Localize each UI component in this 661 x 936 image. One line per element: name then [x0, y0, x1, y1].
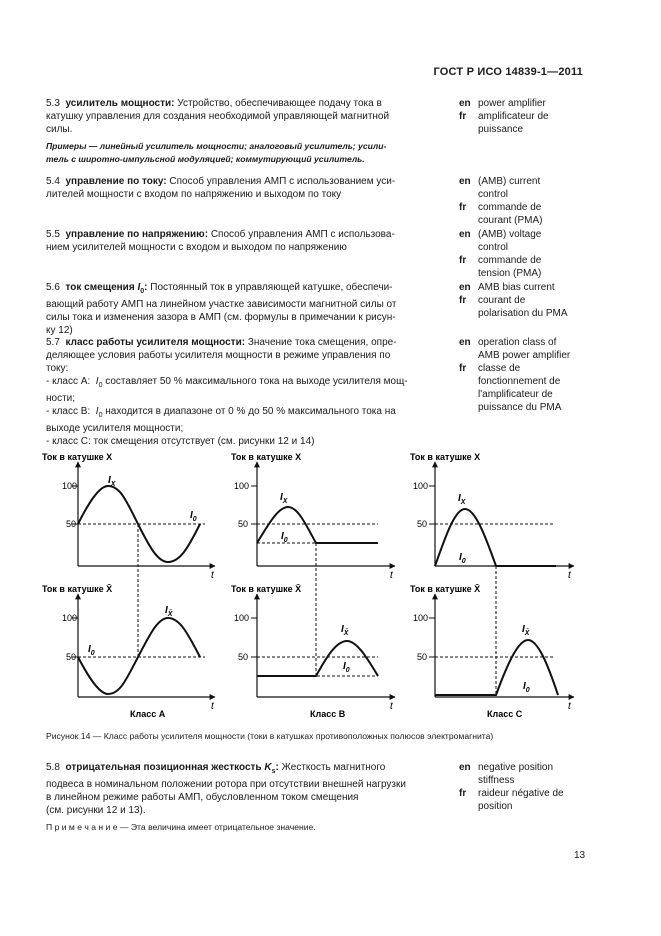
lang-fr: fr: [459, 788, 467, 799]
translation-fr: commande de: [478, 202, 542, 213]
document-id: ГОСТ Р ИСО 14839-1—2011: [433, 66, 583, 78]
lang-en: en: [459, 282, 471, 293]
definition-text: ку 12): [46, 325, 73, 336]
lang-fr: fr: [459, 255, 467, 266]
translation-fr: tension (PMA): [478, 268, 542, 279]
translation-fr: courant de: [478, 295, 526, 306]
definition-text: Значение тока смещения, опре-: [247, 337, 397, 348]
lang-fr: fr: [459, 363, 467, 374]
translation-en: stiffness: [478, 775, 515, 786]
translations-5-8: [459, 761, 599, 813]
symbol-subscript: s: [271, 768, 276, 775]
class-b-top-plot: [231, 452, 395, 581]
page-number: 13: [574, 850, 586, 861]
examples: [46, 140, 448, 166]
tick-50: 50: [238, 652, 249, 662]
term: усилитель мощности:: [65, 98, 175, 109]
translation-en: (AMB) voltage: [478, 229, 542, 240]
definition-text: силы тока и изменения зазора в АМП (см. формулы в примечании к рисун-: [46, 312, 396, 323]
t-label: t: [211, 570, 214, 581]
t-label: t: [568, 701, 571, 712]
current-curve: [257, 641, 378, 676]
lang-en: en: [459, 176, 471, 187]
section-number: 5.3: [46, 98, 60, 109]
y-axis-label: Ток в катушке X: [42, 452, 113, 462]
translation-fr: polarisation du PMA: [478, 308, 568, 319]
definition-text: лителей мощности с входом по напряжению и выходом по току: [46, 189, 342, 200]
t-label: t: [390, 570, 393, 581]
note: П р и м е ч а н и е — Эта величина имеет отрицательное значение.: [46, 822, 316, 832]
class-b-text: выходе усилителя мощности;: [46, 423, 184, 434]
section-5-5: [46, 228, 448, 254]
i0-label: $I_0$: [523, 681, 530, 694]
tick-100: 100: [413, 613, 429, 623]
class-c-top-plot: [410, 452, 574, 581]
ixbar-label: $I_{X̄}$: [522, 624, 530, 637]
t-label: t: [390, 701, 393, 712]
figure-caption: Рисунок 14 — Класс работы усилителя мощности (токи в катушках противоположных полюсов электромагнита): [46, 731, 494, 741]
ix-label: $I_X$: [108, 475, 116, 488]
i0-label: $I_0$: [343, 661, 350, 674]
section-number: 5.4: [46, 176, 60, 187]
translation-en: negative position: [478, 762, 554, 773]
y-axis-label: Ток в катушке X: [410, 452, 481, 462]
section-5-8: 5.8 отрицательная позиционная жесткость $K_s$: Жесткость магнитного подвеса в номинальном положении ротора при отсутствии внешней нагрузки в линейном режиме работы АМП, обусловленном током смещения (см. рисунки 12 и 13).: [46, 761, 448, 817]
lang-en: en: [459, 98, 471, 109]
translation-en: operation class of: [478, 337, 557, 348]
definition-text: (см. рисунки 12 и 13).: [46, 805, 146, 816]
section-5-6: 5.6 ток смещения $I_0$: Постоянный ток в управляющей катушке, обеспечи- вающий работу АМП на линейном участке зависимости магнитной силы от силы тока и изменения зазора в АМП (см. формулы в примечании к рисун- ку 12): [46, 281, 448, 337]
term: ток смещения: [65, 282, 135, 293]
section-5-7: 5.7 класс работы усилителя мощности: Значение тока смещения, опре- деляющее условия работы усилителя мощности в режиме управления по току: - класс А: $I_0$ составляет 50 % максимального тока на выходе усилителя мощ- ности; - класс В: $I_0$ находится в диапазоне от 0 % до 50 % максимального тока на выходе усилителя мощности; - класс С: ток смещения отсутствует (см. рисунки 12 и 14): [46, 336, 448, 448]
examples-line: тель с широтно-импульсной модуляцией; коммутирующий усилитель.: [46, 154, 365, 164]
translation-en: AMB bias current: [478, 282, 555, 293]
section-5-3: [46, 97, 448, 136]
tick-50: 50: [417, 652, 428, 662]
translations-5-3: [459, 97, 599, 136]
translation-fr: l'amplificateur de: [478, 389, 553, 400]
definition-text: катушку управления для создания необходимой управляющей магнитной: [46, 111, 390, 122]
class-b-bottom-plot: [231, 543, 395, 719]
tick-50: 50: [238, 519, 249, 529]
translation-en: control: [478, 189, 509, 200]
class-b-text: находится в диапазоне от 0 % до 50 % максимального тока на: [105, 406, 396, 417]
translation-fr: amplificateur de: [478, 111, 549, 122]
definition-text: Устройство, обеспечивающее подачу тока в: [177, 98, 382, 109]
translation-fr: classe de: [478, 363, 521, 374]
class-a-top-plot: [42, 452, 215, 581]
symbol-subscript: 0: [140, 288, 145, 295]
definition-text: подвеса в номинальном положении ротора при отсутствии внешней нагрузки: [46, 779, 406, 790]
section-number: 5.5: [46, 229, 60, 240]
ix-label: $I_X$: [280, 492, 288, 505]
y-axis-label: Ток в катушке X: [231, 452, 302, 462]
class-a-label: Класс А: [130, 709, 166, 719]
symbol: I: [137, 282, 141, 293]
ix-label: $I_X$: [458, 493, 466, 506]
translations-5-6: [459, 281, 599, 320]
term: управление по току:: [65, 176, 167, 187]
tick-100: 100: [234, 481, 250, 491]
i0-label: $I_0$: [190, 510, 197, 523]
tick-100: 100: [234, 613, 250, 623]
translation-fr: position: [478, 801, 513, 812]
definition-text: в линейном режиме работы АМП, обусловленном током смещения: [46, 792, 359, 803]
ixbar-label: $I_{X̄}$: [165, 605, 173, 618]
translation-fr: courant (PMA): [478, 215, 543, 226]
tick-50: 50: [417, 519, 428, 529]
class-a-prefix: - класс А:: [46, 376, 91, 387]
i0-label: $I_0$: [281, 531, 288, 544]
ixbar-label: $I_{X̄}$: [341, 624, 349, 637]
t-label: t: [211, 701, 214, 712]
translation-fr: puissance du PMA: [478, 402, 562, 413]
definition-text: вающий работу АМП на линейном участке зависимости магнитной силы от: [46, 299, 397, 310]
translation-en: control: [478, 242, 509, 253]
definition-text: Жесткость магнитного: [281, 762, 386, 773]
term: класс работы усилителя мощности:: [65, 337, 246, 348]
current-curve: [435, 509, 556, 566]
tick-50: 50: [66, 652, 77, 662]
term: отрицательная позиционная жесткость: [65, 762, 262, 773]
lang-en: en: [459, 337, 471, 348]
tick-50: 50: [66, 519, 77, 529]
definition-text: Способ управления АМП с использова-: [210, 229, 395, 240]
current-curve: [78, 618, 200, 694]
translation-fr: commande de: [478, 255, 542, 266]
section-number: 5.8: [46, 762, 60, 773]
definition-text: силы.: [46, 124, 73, 135]
class-a-text: ности;: [46, 393, 76, 404]
class-c-label: Класс С: [487, 709, 523, 719]
translation-fr: puissance: [478, 124, 524, 135]
translations-5-4: [459, 175, 599, 227]
translation-en: (AMB) current: [478, 176, 541, 187]
definition-text: нием усилителей мощности с входом и выходом по напряжению: [46, 242, 347, 253]
translation-fr: fonctionnement de: [478, 376, 561, 387]
lang-en: en: [459, 229, 471, 240]
definition-text: Постоянный ток в управляющей катушке, обеспечи-: [150, 282, 393, 293]
definition-text: деляющее условия работы усилителя мощности в режиме управления по: [46, 350, 391, 361]
lang-fr: fr: [459, 295, 467, 306]
section-number: 5.6: [46, 282, 60, 293]
examples-line: Примеры — линейный усилитель мощности; аналоговый усилитель; усили-: [46, 141, 387, 151]
translation-en: power amplifier: [478, 98, 546, 109]
section-number: 5.7: [46, 337, 60, 348]
y-axis-label: Ток в катушке X̄: [231, 584, 302, 594]
y-axis-label: Ток в катушке X̄: [42, 584, 113, 594]
section-5-4: [46, 175, 448, 201]
tick-100: 100: [62, 481, 78, 491]
definition-text: Способ управления АМП с использованием уси-: [169, 176, 396, 187]
class-c-bottom-plot: [410, 566, 574, 719]
t-label: t: [568, 570, 571, 581]
class-b-label: Класс В: [310, 709, 346, 719]
class-c-text: - класс С: ток смещения отсутствует (см. рисунки 12 и 14): [46, 436, 315, 447]
translation-fr: raideur négative de: [478, 788, 564, 799]
lang-en: en: [459, 762, 471, 773]
translation-en: AMB power amplifier: [478, 350, 571, 361]
tick-100: 100: [413, 481, 429, 491]
tick-100: 100: [62, 613, 78, 623]
current-curve: [78, 486, 200, 562]
symbol: K: [264, 762, 272, 773]
class-a-text: составляет 50 % максимального тока на выходе усилителя мощ-: [105, 376, 408, 387]
y-axis-label: Ток в катушке X̄: [410, 584, 481, 594]
class-a-bottom-plot: [42, 524, 215, 719]
translations-5-7: [459, 336, 599, 414]
figure-14: [0, 440, 661, 730]
lang-fr: fr: [459, 202, 467, 213]
current-curve: [257, 507, 378, 543]
translations-5-5: [459, 228, 599, 280]
class-b-prefix: - класс В:: [46, 406, 91, 417]
term: управление по напряжению:: [65, 229, 209, 240]
i0-label: $I_0$: [88, 644, 95, 657]
definition-text: току:: [46, 363, 69, 374]
i0-label: $I_0$: [459, 552, 466, 565]
lang-fr: fr: [459, 111, 467, 122]
